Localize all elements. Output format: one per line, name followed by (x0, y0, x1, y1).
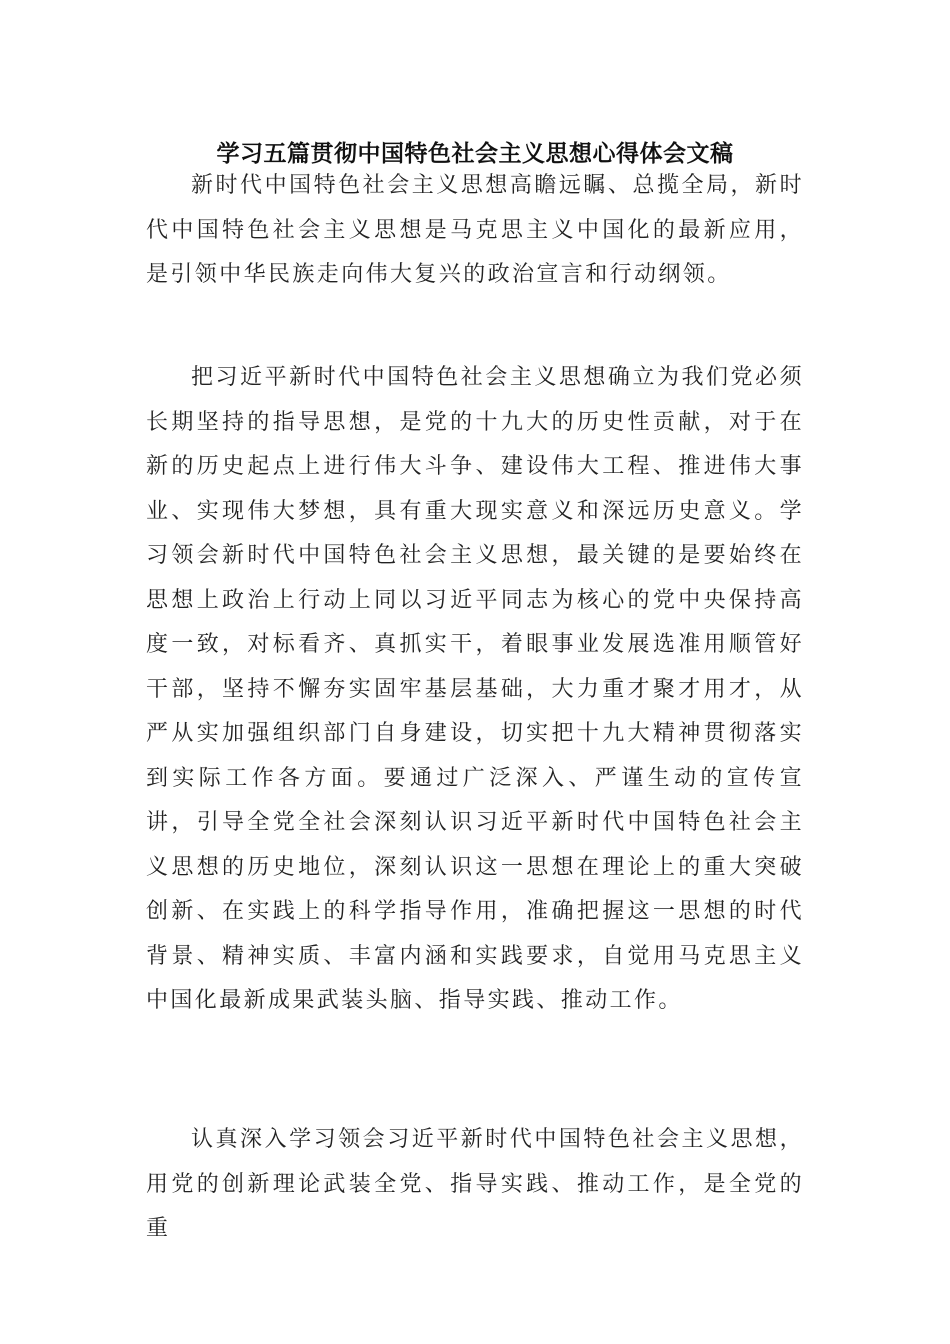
paragraph-1: 新时代中国特色社会主义思想高瞻远瞩、总揽全局，新时代中国特色社会主义思想是马克思主义中国化的最新应用，是引领中华民族走向伟大复兴的政治宣言和行动纲领。 (146, 173, 804, 287)
document-title: 学习五篇贯彻中国特色社会主义思想心得体会文稿 (216, 141, 734, 167)
paragraph-3: 认真深入学习领会习近平新时代中国特色社会主义思想，用党的创新理论武装全党、指导实践、推动工作，是全党的重 (146, 1127, 804, 1241)
paragraph-2: 把习近平新时代中国特色社会主义思想确立为我们党必须长期坚持的指导思想，是党的十九大的历史性贡献，对于在新的历史起点上进行伟大斗争、建设伟大工程、推进伟大事业、实现伟大梦想，具有重大现实意义和深远历史意义。学习领会新时代中国特色社会主义思想，最关键的是要始终在思想上政治上行动上同以习近平同志为核心的党中央保持高度一致，对标看齐、真抓实干，着眼事业发展选准用顺管好干部，坚持不懈夯实固牢基层基础，大力重才聚才用才，从严从实加强组织部门自身建设，切实把十九大精神贯彻落实到实际工作各方面。要通过广泛深入、严谨生动的宣传宣讲，引导全党全社会深刻认识习近平新时代中国特色社会主义思想的历史地位，深刻认识这一思想在理论上的重大突破创新、在实践上的科学指导作用，准确把握这一思想的时代背景、精神实质、丰富内涵和实践要求，自觉用马克思主义中国化最新成果武装头脑、指导实践、推动工作。 (146, 365, 804, 1013)
